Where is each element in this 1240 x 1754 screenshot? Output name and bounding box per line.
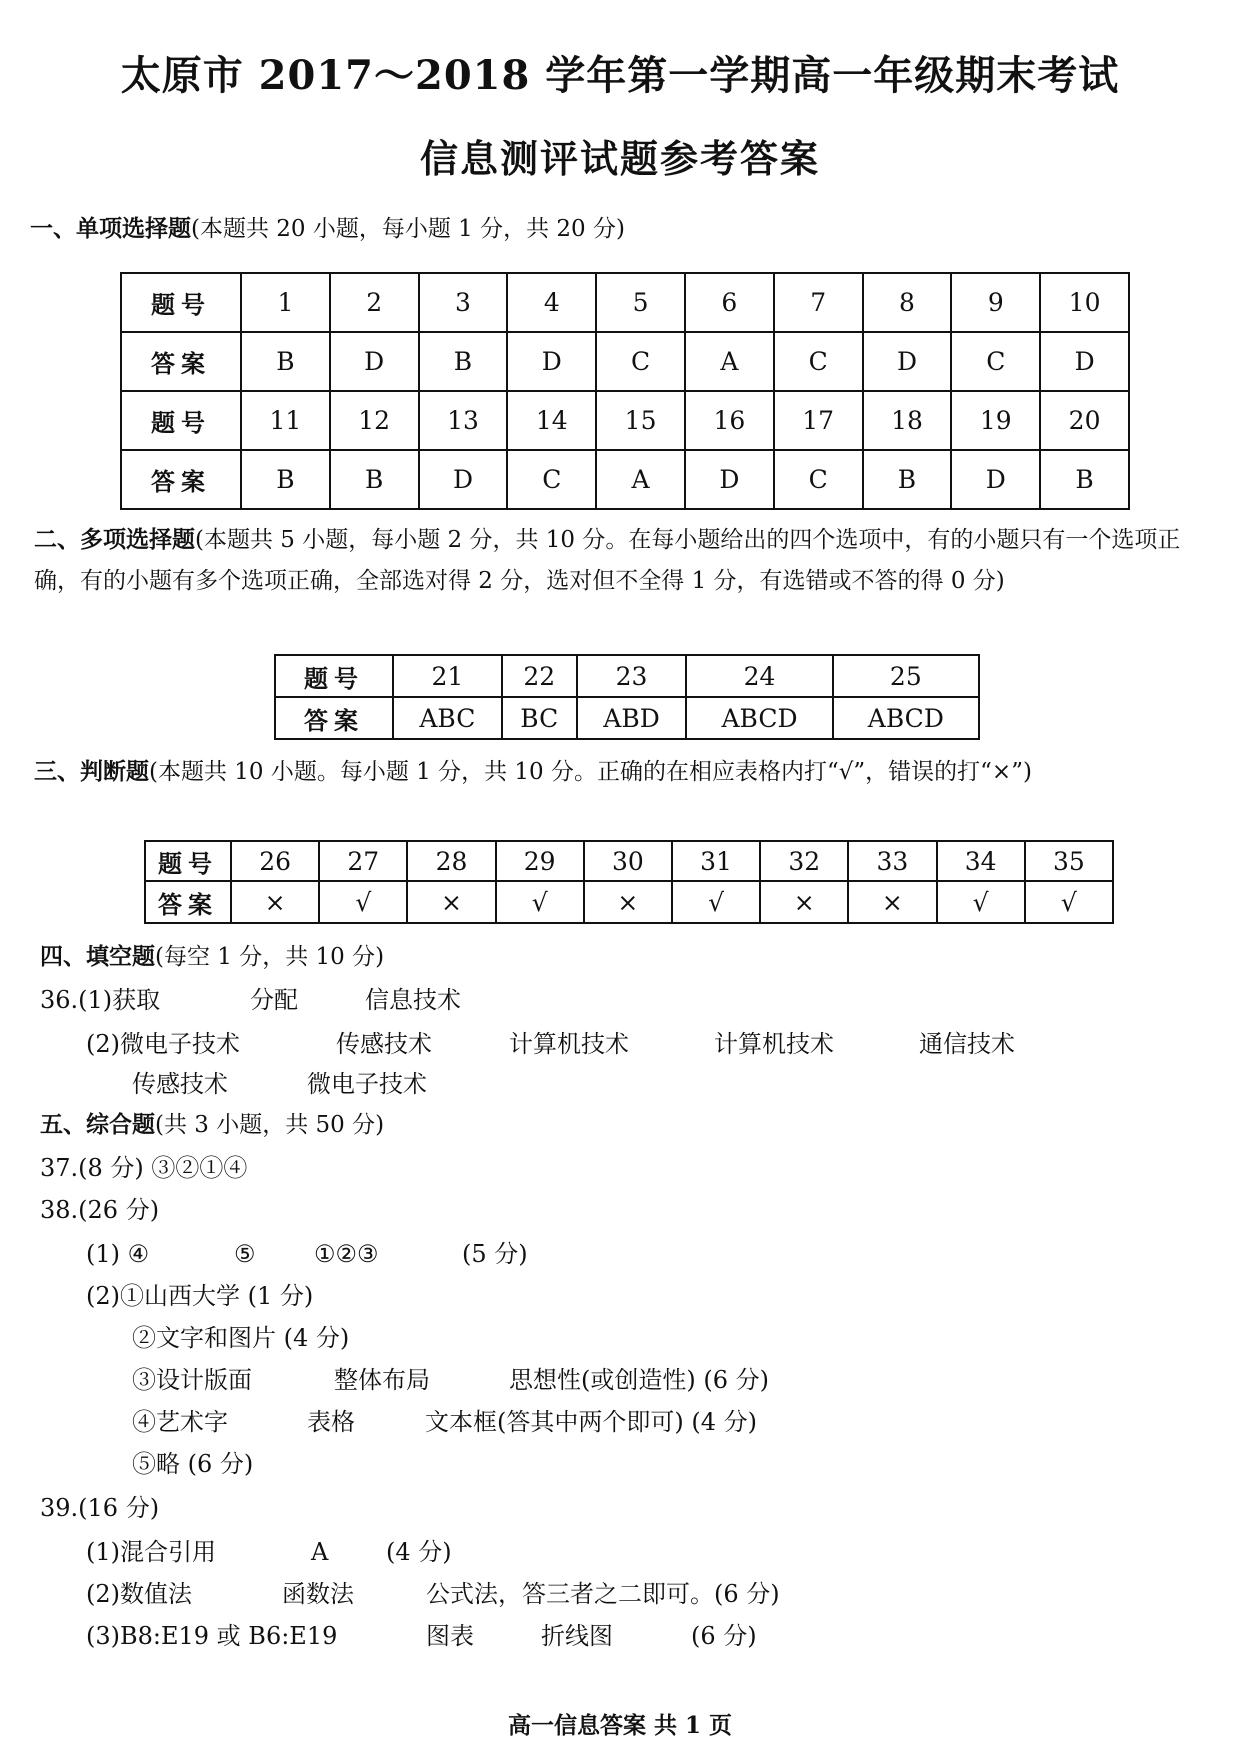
row-label: 题号 <box>121 391 241 450</box>
answer-cell: ABD <box>577 697 687 739</box>
section3-note: (本题共 10 小题。每小题 1 分，共 10 分。正确的在相应表格内打“√”，错误的打“×”) <box>149 759 1032 785</box>
answer-text: 计算机技术 <box>509 1030 629 1058</box>
answer-text: ⑤ <box>234 1240 256 1268</box>
question-number: 32 <box>760 841 848 881</box>
question-number: 16 <box>685 391 774 450</box>
question-number: 30 <box>584 841 672 881</box>
q38-part2-item2: ②文字和图片 (4 分) <box>132 1324 350 1352</box>
question-number: 35 <box>1025 841 1113 881</box>
question-number: 5 <box>596 273 685 332</box>
table-row <box>121 273 1129 332</box>
question-number: 24 <box>686 655 832 697</box>
question-number: 34 <box>937 841 1025 881</box>
answer-text: 微电子技术 <box>307 1070 427 1098</box>
question-number: 20 <box>1040 391 1129 450</box>
answer-text: 整体布局 <box>334 1366 430 1394</box>
answer-cell: ABC <box>393 697 502 739</box>
answer-text: 通信技术 <box>919 1030 1015 1058</box>
q39-heading: 39.(16 分) <box>40 1494 160 1522</box>
answer-cell: B <box>863 450 952 509</box>
q37-answer: 37.(8 分) ③②①④ <box>40 1154 248 1182</box>
question-number: 22 <box>502 655 577 697</box>
q39-part2 <box>86 1574 780 1609</box>
answer-text: 传感技术 <box>132 1070 228 1098</box>
q38-part1 <box>86 1234 528 1269</box>
question-number: 27 <box>319 841 407 881</box>
question-number: 26 <box>231 841 319 881</box>
answer-cell: D <box>685 450 774 509</box>
question-number: 17 <box>774 391 863 450</box>
question-number: 11 <box>241 391 330 450</box>
question-number: 23 <box>577 655 687 697</box>
answer-cell: C <box>951 332 1040 391</box>
answer-text: 信息技术 <box>365 986 461 1014</box>
answer-cell: √ <box>496 881 584 923</box>
question-number: 2 <box>330 273 419 332</box>
table-row <box>275 655 979 697</box>
section3-heading: 三、判断题 <box>34 759 149 785</box>
answer-text: 表格 <box>307 1408 355 1436</box>
answer-text: 公式法，答三者之二即可。(6 分) <box>426 1580 780 1608</box>
answer-cell: D <box>951 450 1040 509</box>
row-label: 答案 <box>121 450 241 509</box>
section2-answer-table <box>274 654 980 740</box>
question-number: 4 <box>507 273 596 332</box>
answer-cell: BC <box>502 697 577 739</box>
section2-note: (本题共 5 小题，每小题 2 分，共 10 分。在每小题给出的四个选项中，有的小题只有一个选项正确，有的小题有多个选项正确，全部选对得 2 分，选对但不全得 1 分，有选错或不答的得 0 分) <box>34 527 1181 594</box>
section1-heading-line <box>30 210 625 243</box>
q38-part2: (2)①山西大学 (1 分) <box>86 1282 314 1310</box>
answer-cell: D <box>507 332 596 391</box>
row-label: 题号 <box>145 841 231 881</box>
answer-text: (2)数值法 <box>86 1580 192 1608</box>
question-number: 14 <box>507 391 596 450</box>
answer-cell: √ <box>319 881 407 923</box>
answer-cell: ABCD <box>833 697 979 739</box>
question-number: 9 <box>951 273 1040 332</box>
question-number: 7 <box>774 273 863 332</box>
question-number: 21 <box>393 655 502 697</box>
answer-text: (6 分) <box>691 1622 757 1650</box>
question-number: 28 <box>407 841 495 881</box>
answer-cell: D <box>1040 332 1129 391</box>
row-label: 答案 <box>121 332 241 391</box>
answer-cell: C <box>507 450 596 509</box>
answer-text: 思想性(或创造性) (6 分) <box>509 1366 769 1394</box>
answer-text: 函数法 <box>282 1580 354 1608</box>
row-label: 题号 <box>121 273 241 332</box>
answer-cell: × <box>231 881 319 923</box>
section1-answer-table <box>120 272 1130 510</box>
q38-part2-item5: ⑤略 (6 分) <box>132 1450 254 1478</box>
table-row <box>121 332 1129 391</box>
question-number: 13 <box>419 391 508 450</box>
answer-cell: B <box>241 332 330 391</box>
answer-text: 文本框(答其中两个即可) (4 分) <box>425 1408 757 1436</box>
answer-text: ①②③ <box>314 1240 379 1268</box>
answer-text: 图表 <box>426 1622 474 1650</box>
section5-heading: 五、综合题 <box>40 1112 155 1138</box>
answer-text: (3)B8:E19 或 B6:E19 <box>86 1622 338 1650</box>
page-title: 太原市 2017～2018 学年第一学期高一年级期末考试 <box>120 52 1120 99</box>
answer-cell: ABCD <box>686 697 832 739</box>
section3-heading-paragraph <box>34 752 1219 793</box>
question-number: 25 <box>833 655 979 697</box>
question-number: 18 <box>863 391 952 450</box>
q36-part2 <box>86 1024 1015 1059</box>
question-number: 12 <box>330 391 419 450</box>
section5-note: (共 3 小题，共 50 分) <box>155 1112 385 1138</box>
table-row <box>275 697 979 739</box>
row-label: 答案 <box>275 697 393 739</box>
answer-cell: B <box>241 450 330 509</box>
page-subtitle: 信息测评试题参考答案 <box>419 136 820 181</box>
answer-cell: A <box>685 332 774 391</box>
q36-part2-continued <box>132 1064 427 1099</box>
answer-text: A <box>311 1538 329 1566</box>
question-number: 1 <box>241 273 330 332</box>
question-number: 15 <box>596 391 685 450</box>
answer-text: ③设计版面 <box>132 1366 252 1394</box>
answer-text: 36.(1)获取 <box>40 986 161 1014</box>
answer-cell: C <box>596 332 685 391</box>
section4-note: (每空 1 分，共 10 分) <box>155 944 385 970</box>
answer-cell: D <box>330 332 419 391</box>
question-number: 8 <box>863 273 952 332</box>
answer-text: (1)混合引用 <box>86 1538 216 1566</box>
answer-cell: √ <box>937 881 1025 923</box>
answer-text: (2)微电子技术 <box>86 1030 240 1058</box>
answer-cell: A <box>596 450 685 509</box>
answer-cell: C <box>774 332 863 391</box>
answer-cell: × <box>760 881 848 923</box>
question-number: 31 <box>672 841 760 881</box>
answer-cell: √ <box>672 881 760 923</box>
answer-cell: √ <box>1025 881 1113 923</box>
table-row <box>121 391 1129 450</box>
question-number: 19 <box>951 391 1040 450</box>
page-footer: 高一信息答案 共 1 页 <box>507 1712 733 1739</box>
q39-part3 <box>86 1616 757 1651</box>
row-label: 题号 <box>275 655 393 697</box>
section4-heading: 四、填空题 <box>40 944 155 970</box>
answer-cell: × <box>848 881 936 923</box>
answer-cell: B <box>330 450 419 509</box>
answer-text: 分配 <box>250 986 298 1014</box>
answer-text: 折线图 <box>541 1622 613 1650</box>
table-row <box>145 881 1113 923</box>
answer-text: 传感技术 <box>336 1030 432 1058</box>
section4-heading-line <box>40 938 384 971</box>
q38-heading: 38.(26 分) <box>40 1196 160 1224</box>
answer-cell: D <box>863 332 952 391</box>
answer-cell: B <box>419 332 508 391</box>
section1-note: (本题共 20 小题，每小题 1 分，共 20 分) <box>191 216 625 242</box>
question-number: 3 <box>419 273 508 332</box>
question-number: 6 <box>685 273 774 332</box>
section2-heading: 二、多项选择题 <box>34 527 195 553</box>
section1-heading: 一、单项选择题 <box>30 216 191 242</box>
section3-answer-table <box>144 840 1114 924</box>
answer-text: (4 分) <box>386 1538 452 1566</box>
question-number: 29 <box>496 841 584 881</box>
answer-text: ④艺术字 <box>132 1408 228 1436</box>
row-label: 答案 <box>145 881 231 923</box>
answer-text: 计算机技术 <box>714 1030 834 1058</box>
section2-heading-paragraph <box>34 520 1219 602</box>
answer-cell: × <box>407 881 495 923</box>
question-number: 33 <box>848 841 936 881</box>
q38-part2-item3 <box>132 1360 769 1395</box>
section5-heading-line <box>40 1106 384 1139</box>
answer-text: (1) ④ <box>86 1240 150 1268</box>
answer-cell: B <box>1040 450 1129 509</box>
q39-part1 <box>86 1532 452 1567</box>
q38-part2-item4 <box>132 1402 757 1437</box>
question-number: 10 <box>1040 273 1129 332</box>
q36-part1 <box>40 980 461 1015</box>
answer-text: (5 分) <box>462 1240 528 1268</box>
answer-cell: × <box>584 881 672 923</box>
table-row <box>121 450 1129 509</box>
answer-cell: C <box>774 450 863 509</box>
table-row <box>145 841 1113 881</box>
answer-cell: D <box>419 450 508 509</box>
